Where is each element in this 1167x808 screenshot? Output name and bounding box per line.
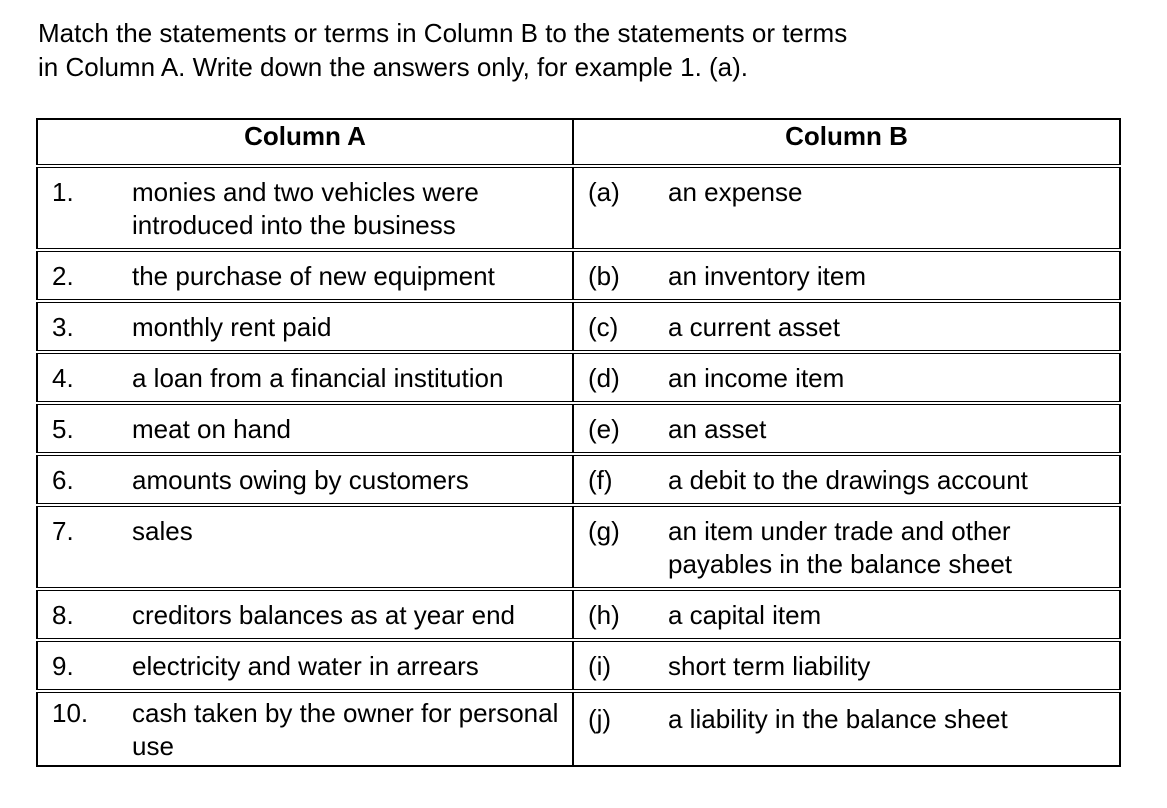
table-row: [37, 505, 1120, 589]
table-row: [37, 640, 1120, 691]
row-number: 1.: [37, 166, 128, 250]
column-b-text: an asset: [664, 403, 1120, 454]
row-number: 5.: [37, 403, 128, 454]
row-letter: (e): [573, 403, 664, 454]
column-a-text: amounts owing by customers: [128, 454, 573, 505]
row-number: 2.: [37, 250, 128, 301]
row-letter: (b): [573, 250, 664, 301]
column-b-text: a liability in the balance sheet: [664, 691, 1120, 766]
table-row: [37, 403, 1120, 454]
column-a-text: monthly rent paid: [128, 301, 573, 352]
column-a-text: meat on hand: [128, 403, 573, 454]
table-row: [37, 166, 1120, 250]
matching-table: [36, 118, 1121, 767]
row-number: 9.: [37, 640, 128, 691]
row-number: 10.: [37, 691, 128, 766]
column-a-text: sales: [128, 505, 573, 589]
row-letter: (g): [573, 505, 664, 589]
row-letter: (i): [573, 640, 664, 691]
table-row: [37, 691, 1120, 766]
column-b-text: a debit to the drawings account: [664, 454, 1120, 505]
table-row: [37, 352, 1120, 403]
table-row: [37, 301, 1120, 352]
column-a-text: cash taken by the owner for personal use: [128, 691, 573, 766]
row-letter: (j): [573, 691, 664, 766]
column-a-text: monies and two vehicles were introduced into the business: [128, 166, 573, 250]
row-number: 8.: [37, 589, 128, 640]
instructions: [38, 16, 1138, 84]
row-number: 3.: [37, 301, 128, 352]
column-b-text: an income item: [664, 352, 1120, 403]
column-a-text: a loan from a financial institution: [128, 352, 573, 403]
column-a-header: Column A: [37, 119, 573, 166]
table-row: [37, 454, 1120, 505]
row-number: 7.: [37, 505, 128, 589]
row-number: 6.: [37, 454, 128, 505]
row-letter: (d): [573, 352, 664, 403]
column-b-text: a capital item: [664, 589, 1120, 640]
column-b-text: an item under trade and other payables in the balance sheet: [664, 505, 1120, 589]
row-letter: (a): [573, 166, 664, 250]
row-number: 4.: [37, 352, 128, 403]
table-row: [37, 250, 1120, 301]
column-b-text: short term liability: [664, 640, 1120, 691]
column-a-text: creditors balances as at year end: [128, 589, 573, 640]
column-b-text: an expense: [664, 166, 1120, 250]
column-b-text: an inventory item: [664, 250, 1120, 301]
column-a-text: the purchase of new equipment: [128, 250, 573, 301]
row-letter: (h): [573, 589, 664, 640]
row-letter: (f): [573, 454, 664, 505]
instructions-line-1: Match the statements or terms in Column B to the statements or terms: [38, 18, 848, 48]
instructions-line-2: in Column A. Write down the answers only, for example 1. (a).: [38, 52, 749, 82]
table-header-row: [37, 119, 1120, 166]
column-b-header: Column B: [573, 119, 1120, 166]
column-b-text: a current asset: [664, 301, 1120, 352]
row-letter: (c): [573, 301, 664, 352]
table-row: [37, 589, 1120, 640]
column-a-text: electricity and water in arrears: [128, 640, 573, 691]
